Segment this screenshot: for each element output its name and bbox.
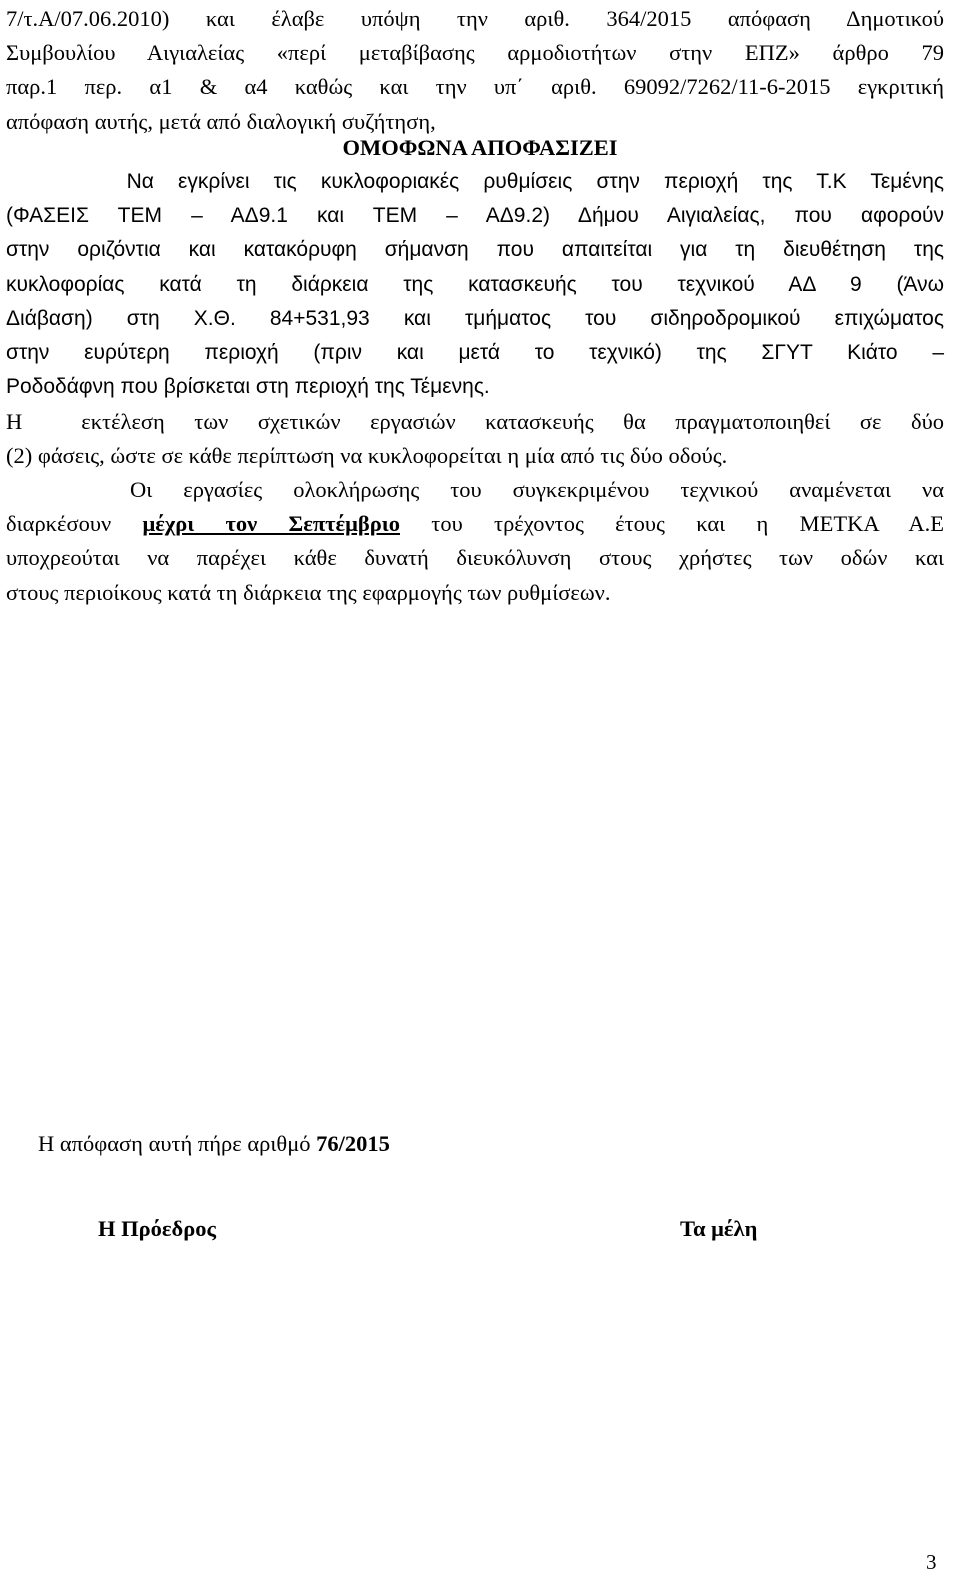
approval-paragraph <box>6 165 944 404</box>
president-signature-label: Η Πρόεδρος <box>98 1216 216 1241</box>
approval-line-6: στην ευρύτερη περιοχή (πριν και μετά το τεχνικό) της ΣΓΥΤ Κιάτο – <box>6 341 944 365</box>
approval-line-4: κυκλοφορίας κατά τη διάρκεια της κατασκευής του τεχνικού ΑΔ 9 (Άνω <box>6 272 944 296</box>
approval-line-7: Ροδοδάφνη που βρίσκεται στη περιοχή της Τέμενης. <box>6 375 490 399</box>
phases-line-1: Η εκτέλεση των σχετικών εργασιών κατασκευής θα πραγματοποιηθεί σε δύο <box>6 409 944 434</box>
completion-line-2 <box>6 507 944 541</box>
completion-line-2-end: του τρέχοντος έτους και η ΜΕΤΚΑ Α.Ε <box>400 511 945 537</box>
deadline-emphasis: μέχρι τον Σεπτέμβριο <box>142 511 401 537</box>
page-number: 3 <box>926 1550 937 1574</box>
phases-line-2: (2) φάσεις, ώστε σε κάθε περίπτωση να κυκλοφορείται η μία από τις δύο οδούς. <box>6 443 728 469</box>
completion-line-3: υποχρεούται να παρέχει κάθε δυνατή διευκόλυνση στους χρήστες των οδών και <box>6 545 944 571</box>
intro-paragraph <box>6 2 944 139</box>
intro-line-3: παρ.1 περ. α1 & α4 καθώς και την υπ΄ αριθ. 69092/7262/11-6-2015 εγκριτική <box>6 74 944 100</box>
decision-heading: ΟΜΟΦΩΝΑ ΑΠΟΦΑΣΙΖΕΙ <box>342 135 618 160</box>
intro-line-1: 7/τ.Α/07.06.2010) και έλαβε υπόψη την αριθ. 364/2015 απόφαση Δημοτικού <box>6 6 944 31</box>
approval-line-2: (ΦΑΣΕΙΣ ΤΕΜ – ΑΔ9.1 και ΤΕΜ – ΑΔ9.2) Δήμου Αιγιαλείας, που αφορούν <box>6 204 944 228</box>
intro-line-4: απόφαση αυτής, μετά από διαλογική συζήτηση, <box>6 108 436 134</box>
completion-line-4: στους περιοίκους κατά τη διάρκεια της εφαρμογής των ρυθμίσεων. <box>6 579 611 605</box>
phases-paragraph <box>6 405 944 473</box>
intro-line-2: Συμβουλίου Αιγιαλείας «περί μεταβίβασης αρμοδιοτήτων στην ΕΠΖ» άρθρο 79 <box>6 40 944 66</box>
completion-paragraph <box>6 473 944 610</box>
approval-line-3: στην οριζόντια και κατακόρυφη σήμανση που απαιτείται για τη διευθέτηση της <box>6 238 944 262</box>
decision-text: Η απόφαση αυτή πήρε αριθμό <box>38 1131 317 1156</box>
approval-line-5: Διάβαση) στη Χ.Θ. 84+531,93 και τμήματος του σιδηροδρομικού επιχώματος <box>6 306 944 330</box>
approval-line-1: Να εγκρίνει τις κυκλοφοριακές ρυθμίσεις στην περιοχή της Τ.Κ Τεμένης <box>6 170 944 193</box>
decision-number-line <box>38 1127 390 1161</box>
completion-line-2-start: διαρκέσουν <box>6 511 143 537</box>
members-signature-label: Τα μέλη <box>680 1216 758 1241</box>
decision-number: 76/2015 <box>316 1131 390 1156</box>
completion-line-1: Οι εργασίες ολοκλήρωσης του συγκεκριμένου τεχνικού αναμένεται να <box>6 477 944 502</box>
